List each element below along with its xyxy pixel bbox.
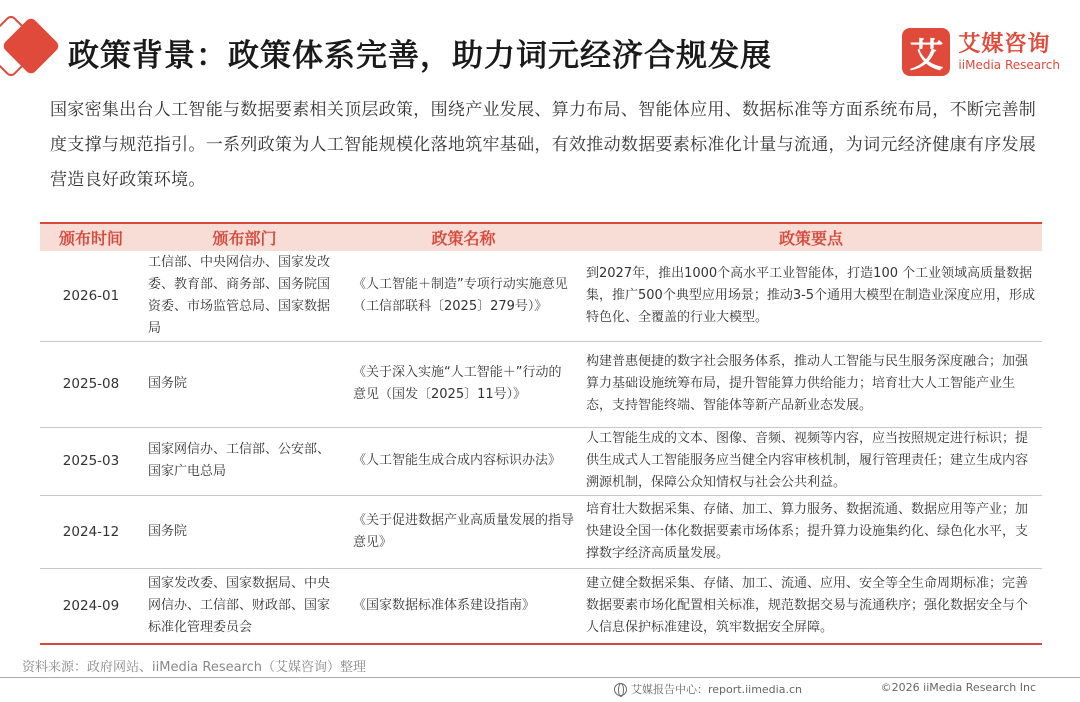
page-title: 政策背景：政策体系完善，助力词元经济合规发展 (68, 38, 772, 74)
logo-cn: 艾媒咨询 (958, 32, 1051, 57)
footer-center-text: 艾媒报告中心：report.iimedia.cn (631, 683, 802, 696)
table-row (40, 495, 1042, 568)
intro-paragraph: 国家密集出台人工智能与数据要素相关顶层政策，围绕产业发展、算力布局、智能体应用、数据标准等方面系统布局，不断完善制度支撑与规范指引。一系列政策为人工智能规模化落地筑牢基础，有效推动数据要素标准化计量与流通，为词元经济健康有序发展营造良好政策环境。 (50, 100, 1037, 190)
logo-text (958, 32, 1060, 72)
cell-date: 2026-01 (40, 251, 142, 341)
cell-points: 培育壮大数据采集、存储、加工、算力服务、数据流通、数据应用等产业；加快建设全国一体化数据要素市场体系；提升算力设施集约化、绿色化水平，支撑数字经济高质量发展。 (580, 495, 1042, 568)
table-row (40, 427, 1042, 495)
logo-en: iiMedia Research (958, 58, 1060, 72)
brand-logo (902, 28, 1060, 76)
cell-date: 2024-12 (40, 495, 142, 568)
header-dept: 颁布部门 (142, 223, 347, 251)
cell-dept: 国家发改委、国家数据局、中央网信办、工信部、财政部、国家标准化管理委员会 (142, 568, 347, 644)
corner-decoration (0, 16, 60, 76)
footer-copyright: ©2026 iiMedia Research Inc (880, 681, 1036, 694)
table-row (40, 568, 1042, 644)
table-header-row (40, 223, 1042, 251)
table-row (40, 251, 1042, 341)
header-points: 政策要点 (580, 223, 1042, 251)
policy-table (40, 222, 1042, 645)
table-row (40, 341, 1042, 427)
logo-mark-icon: 艾 (902, 28, 950, 76)
globe-icon (614, 683, 627, 696)
cell-name: 《人工智能＋制造”专项行动实施意见（工信部联科〔2025〕279号）》 (347, 251, 580, 341)
cell-points: 人工智能生成的文本、图像、音频、视频等内容，应当按照规定进行标识；提供生成式人工智能服务应当健全内容审核机制，履行管理责任；建立生成内容溯源机制，保障公众知情权与社会公共利益。 (580, 427, 1042, 495)
header-date: 颁布时间 (40, 223, 142, 251)
footer-report-center (614, 681, 802, 697)
cell-dept: 国家网信办、工信部、公安部、国家广电总局 (142, 427, 347, 495)
cell-points: 建立健全数据采集、存储、加工、流通、应用、安全等全生命周期标准；完善数据要素市场化配置相关标准，规范数据交易与流通秩序；强化数据安全与个人信息保护标准建设，筑牢数据安全屏障。 (580, 568, 1042, 644)
cell-points: 到2027年，推出1000个高水平工业智能体，打造100 个工业领域高质量数据集，推广500个典型应用场景；推动3-5个通用大模型在制造业深度应用，形成特色化、全覆盖的行业大模型。 (580, 251, 1042, 341)
footer-divider (0, 677, 1080, 678)
cell-name: 《关于促进数据产业高质量发展的指导意见》 (347, 495, 580, 568)
cell-dept: 国务院 (142, 495, 347, 568)
cell-dept: 工信部、中央网信办、国家发改委、教育部、商务部、国务院国资委、市场监管总局、国家数据局 (142, 251, 347, 341)
cell-name: 《人工智能生成合成内容标识办法》 (347, 427, 580, 495)
header-name: 政策名称 (347, 223, 580, 251)
cell-dept: 国务院 (142, 341, 347, 427)
cell-points: 构建普惠便捷的数字社会服务体系，推动人工智能与民生服务深度融合；加强算力基础设施统筹布局，提升智能算力供给能力；培育壮大人工智能产业生态，支持智能终端、智能体等新产品新业态发展。 (580, 341, 1042, 427)
cell-date: 2024-09 (40, 568, 142, 644)
cell-name: 《国家数据标准体系建设指南》 (347, 568, 580, 644)
source-note: 资料来源：政府网站、iiMedia Research（艾媒咨询）整理 (22, 660, 367, 675)
cell-date: 2025-03 (40, 427, 142, 495)
cell-name: 《关于深入实施“人工智能＋”行动的意见（国发〔2025〕11号）》 (347, 341, 580, 427)
cell-date: 2025-08 (40, 341, 142, 427)
